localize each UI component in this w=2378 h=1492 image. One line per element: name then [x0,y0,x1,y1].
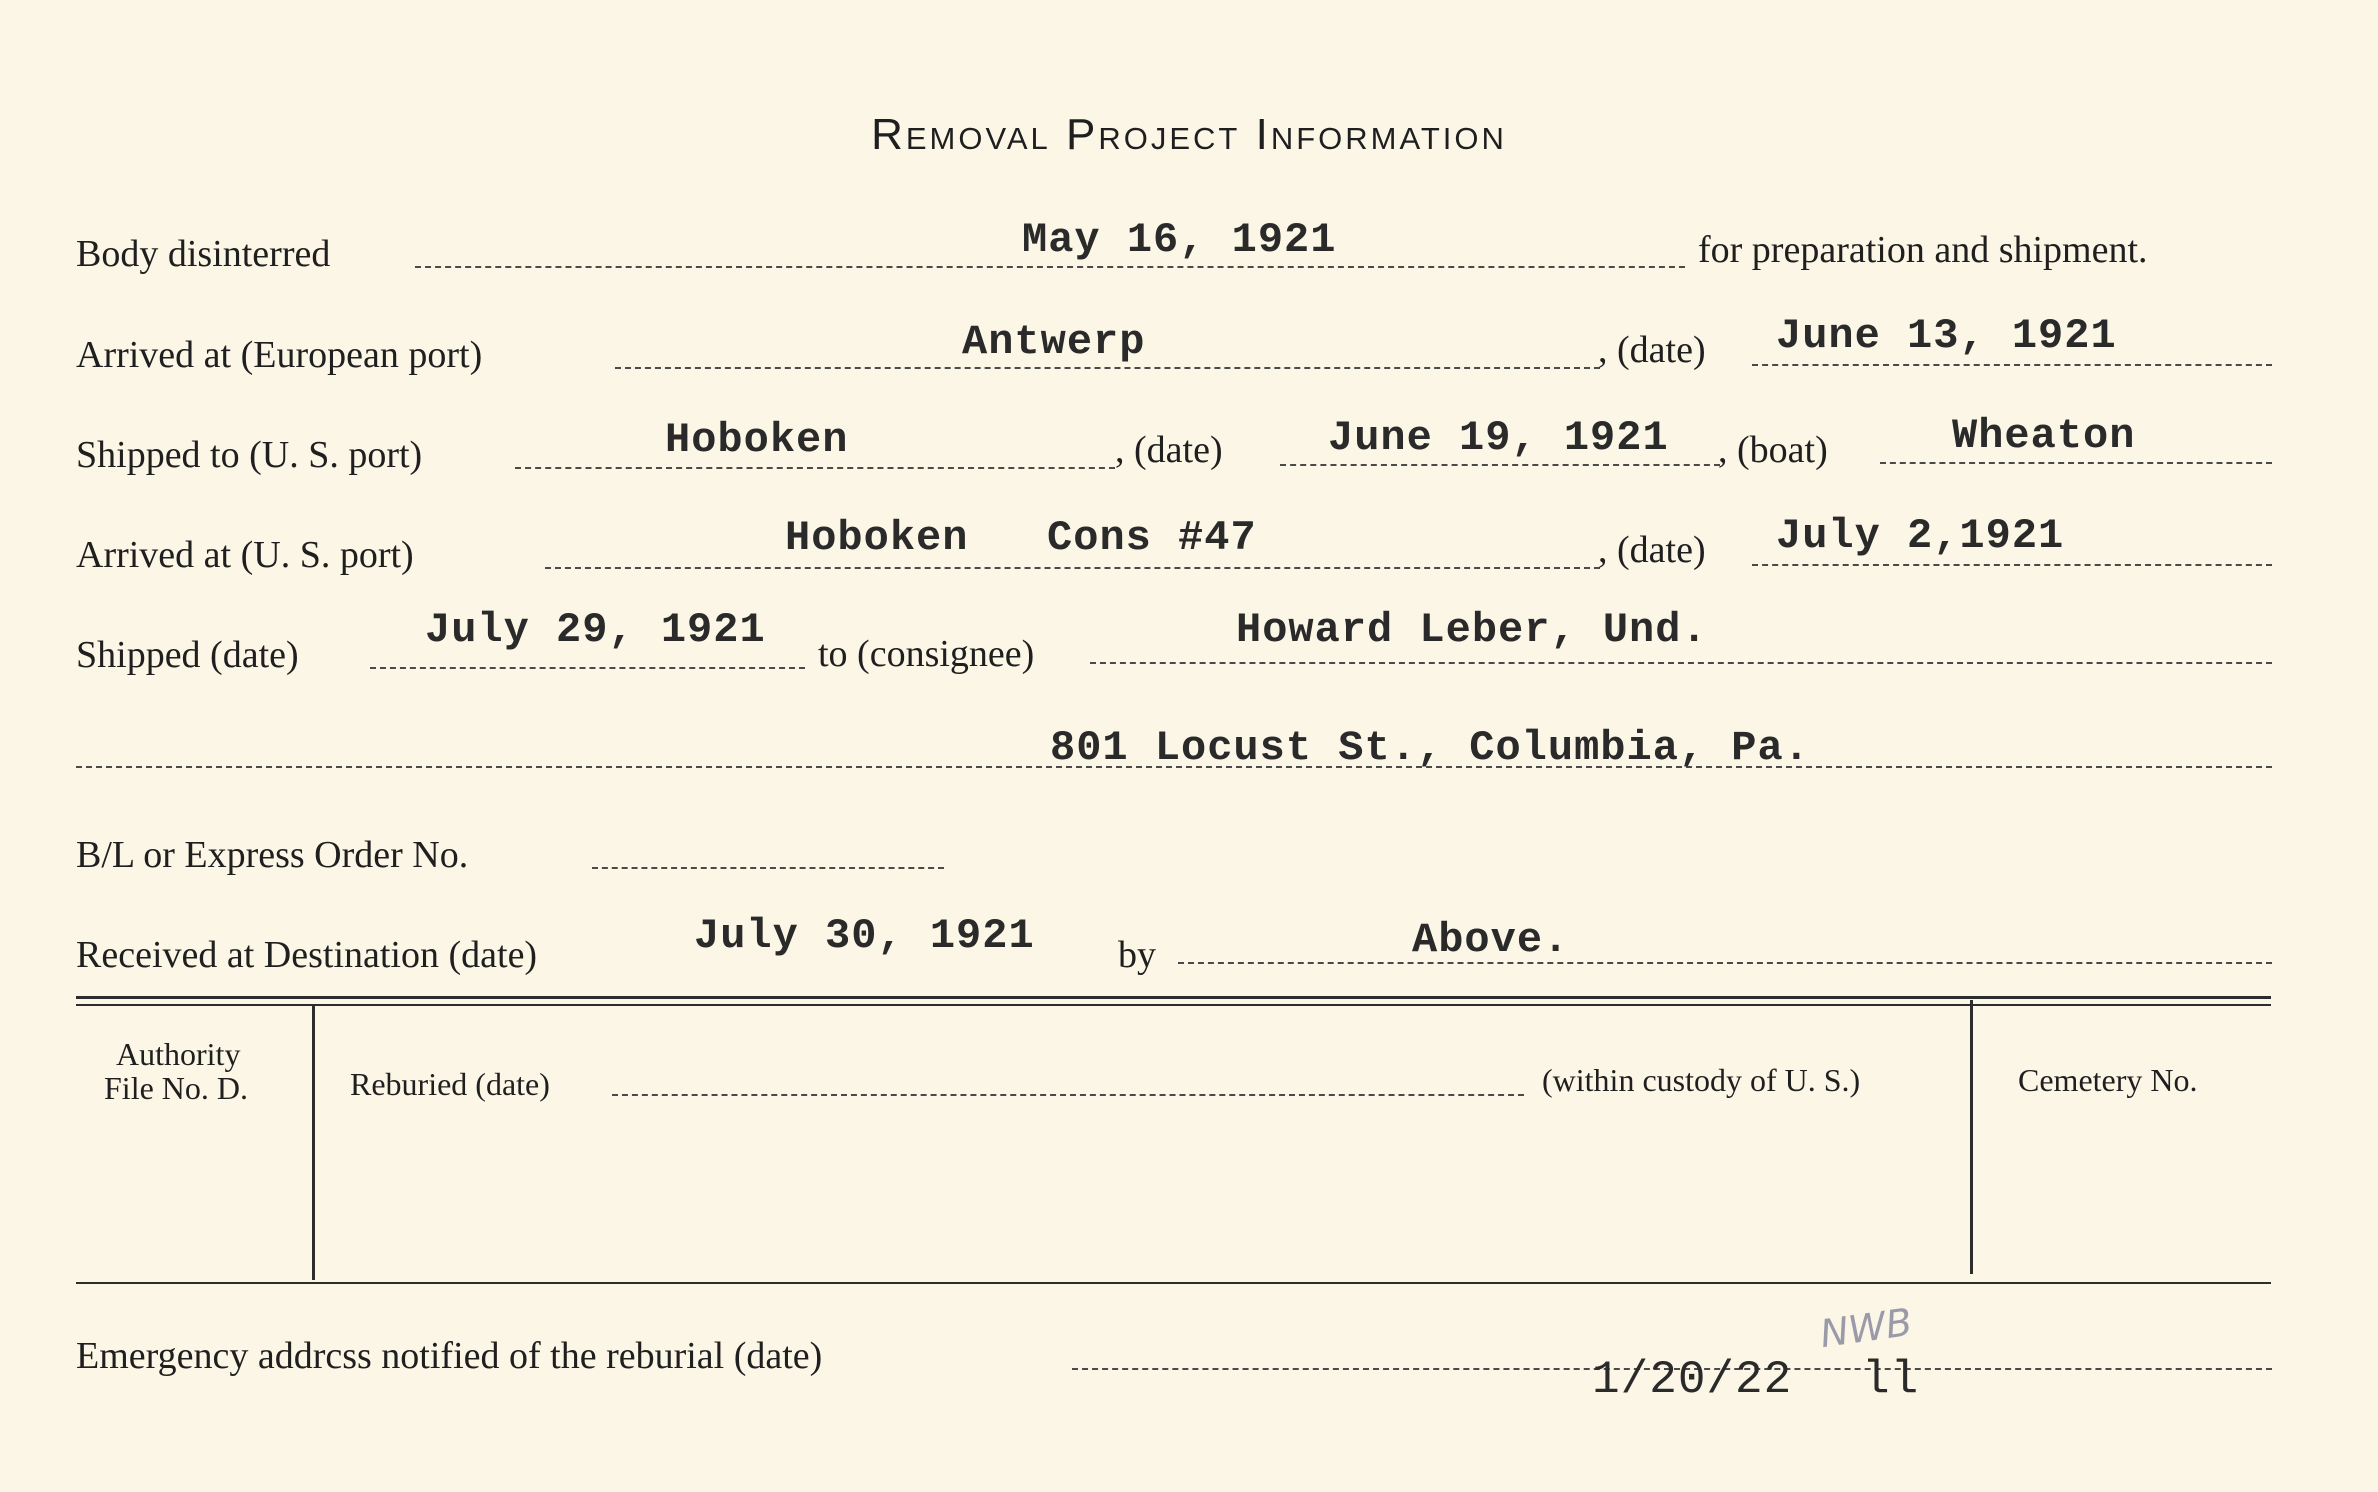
received-by-value: Above. [1412,916,1570,964]
bl-line [592,867,944,869]
arrived-eu-label: Arrived at (European port) [76,334,483,376]
arrived-us-port-line [545,567,1600,569]
body-disinterred-label: Body disinterred [76,233,331,275]
box-top-rule [76,996,2271,999]
emergency-initials: ll [1862,1354,1920,1406]
arrived-eu-port-line [615,367,1600,369]
body-disinterred-line [415,266,1685,268]
arrived-us-port: Hoboken Cons #47 [785,514,1257,562]
body-disinterred-suffix: for preparation and shipment. [1698,229,2148,271]
shipped-us-boat-label: , (boat) [1718,429,1828,471]
received-by-line [1178,962,2272,964]
box-top-rule-inner [76,1004,2271,1006]
cemetery-label: Cemetery No. [2018,1062,2198,1098]
address-value: 801 Locust St., Columbia, Pa. [1050,724,1810,772]
bl-label: B/L or Express Order No. [76,834,469,876]
shipped-us-port: Hoboken [665,416,849,464]
file-no-label: File No. D. [104,1070,248,1106]
shipped-us-label: Shipped to (U. S. port) [76,434,423,476]
box-divider-left [312,1006,315,1280]
box-divider-right [1970,1000,1973,1274]
shipped-us-date-label: , (date) [1115,429,1223,471]
card-title: Removal Project Information [871,110,1507,159]
consignee-line [1090,662,2272,664]
shipped-date-line [370,667,805,669]
shipped-us-date: June 19, 1921 [1328,414,1669,462]
arrived-eu-port: Antwerp [962,318,1146,366]
shipped-date: July 29, 1921 [425,606,766,654]
arrived-us-date-line [1752,564,2272,566]
arrived-us-date-label: , (date) [1598,529,1706,571]
emergency-label: Emergency addrcss notified of the reburial (date) [76,1335,823,1377]
emergency-date: 1/20/22 [1592,1354,1793,1406]
arrived-eu-date-line [1752,364,2272,366]
received-label: Received at Destination (date) [76,934,538,976]
arrived-us-label: Arrived at (U. S. port) [76,534,414,576]
arrived-eu-date-label: , (date) [1598,329,1706,371]
consignee-label: to (consignee) [818,633,1035,675]
shipped-us-boat-line [1880,462,2272,464]
body-disinterred-value: May 16, 1921 [1022,216,1337,264]
received-by-label: by [1118,934,1156,976]
pencil-initials: NWB [1817,1299,1915,1357]
reburied-label: Reburied (date) [350,1066,550,1102]
box-bottom-rule [76,1282,2271,1284]
arrived-eu-date: June 13, 1921 [1776,312,2117,360]
consignee-value: Howard Leber, Und. [1236,606,1708,654]
received-date: July 30, 1921 [694,912,1035,960]
custody-label: (within custody of U. S.) [1542,1062,1861,1098]
shipped-date-label: Shipped (date) [76,634,299,676]
shipped-us-boat: Wheaton [1952,412,2136,460]
shipped-us-port-line [515,467,1115,469]
arrived-us-date: July 2,1921 [1776,512,2065,560]
shipped-us-date-line [1280,464,1720,466]
authority-label: Authority [116,1036,241,1072]
reburied-line [612,1094,1524,1096]
